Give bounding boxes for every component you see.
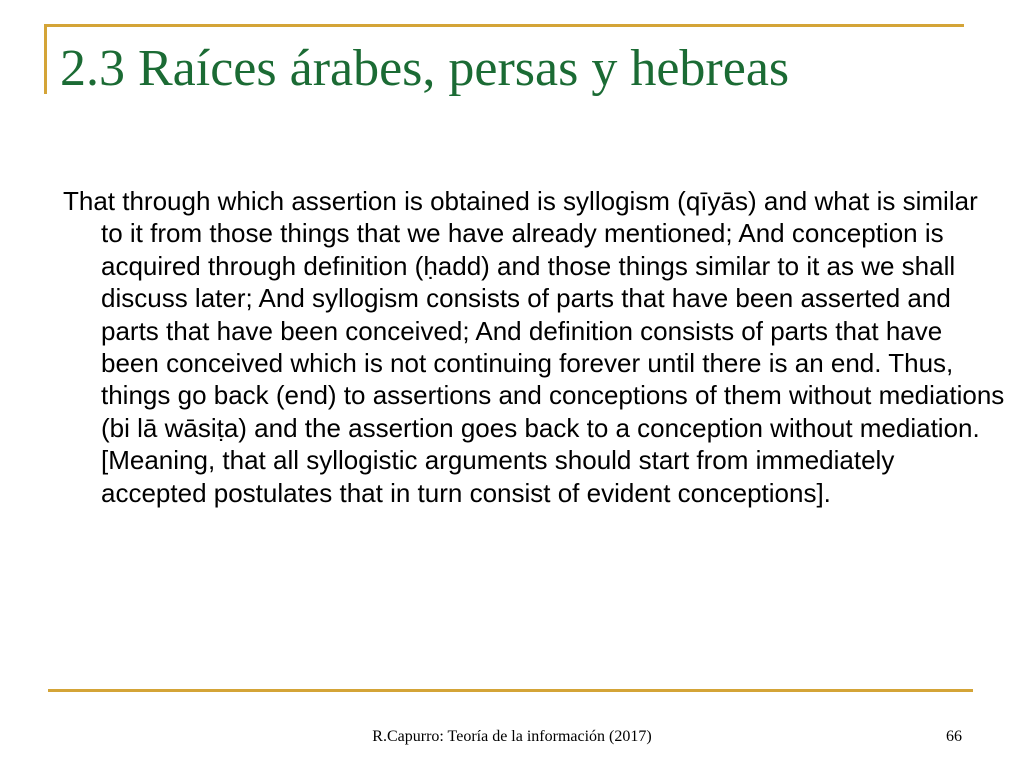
body-paragraph: That through which assertion is obtained is syllogism (qīyās) and what is similar to it from those things that we have already mentioned; And conception is acquired through definition (ḥadd) and those things similar to it as we shall discuss later; And syllogism consists of parts that have been asserted and parts that have been conceived; And definition consists of parts that have been conceived which is not continuing forever until there is an end. Thus, things go back (end) to assertions and conceptions of them without mediations (bi lā wāsiṭa) and the assertion goes back to a conception without mediation. [Meaning, that all syllogistic arguments should start from immediately accepted postulates that in turn consist of evident conceptions].	[63, 186, 1005, 508]
slide-title: 2.3 Raíces árabes, persas y hebreas	[60, 40, 790, 97]
top-accent-line	[44, 24, 964, 27]
bottom-accent-line	[48, 689, 973, 692]
footer-source: R.Capurro: Teoría de la información (2017)	[372, 728, 652, 745]
page-number: 66	[946, 728, 962, 745]
left-accent-line	[44, 24, 47, 94]
